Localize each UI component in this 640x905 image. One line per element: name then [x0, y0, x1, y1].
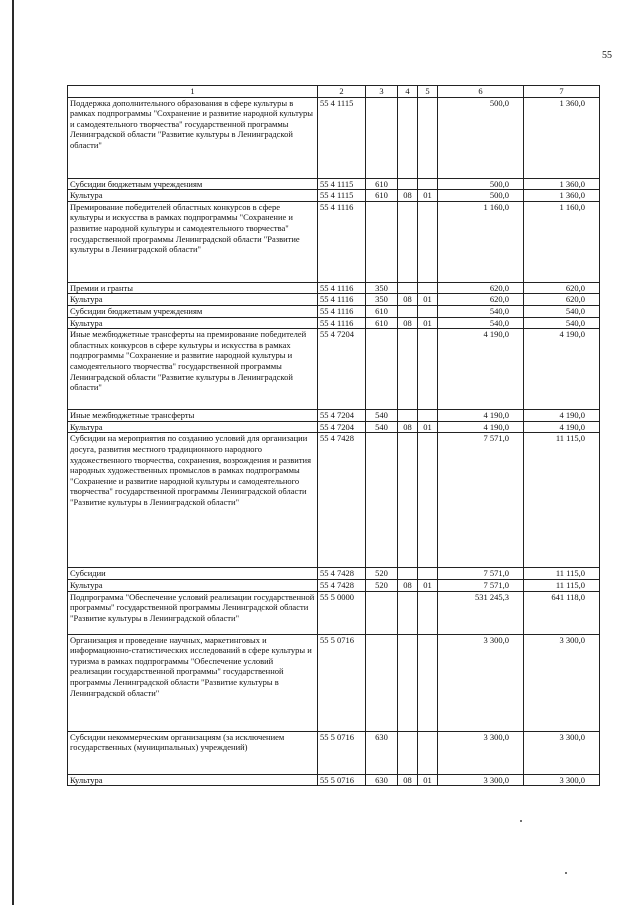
cell-pr	[418, 305, 438, 317]
cell-code: 55 4 7428	[318, 433, 366, 568]
cell-pr: 01	[418, 774, 438, 786]
cell-code: 55 4 1115	[318, 97, 366, 178]
cell-name: Культура	[68, 317, 318, 329]
cell-sum1: 1 160,0	[438, 201, 524, 282]
cell-sum2: 620,0	[524, 282, 600, 294]
cell-name: Премирование победителей областных конкурсов в сфере культуры и искусства в рамках подпрограммы "Сохранение и развитие народной культуры и самодеятельного творчества" государственной программы Ленинградской области "Развитие культуры в Ленинградской области"	[68, 201, 318, 282]
scan-left-edge	[12, 0, 14, 905]
cell-rz	[398, 97, 418, 178]
cell-sum1: 7 571,0	[438, 579, 524, 591]
table-row	[68, 317, 600, 329]
cell-vr: 630	[366, 731, 398, 774]
cell-vr: 610	[366, 178, 398, 190]
cell-code: 55 4 1115	[318, 178, 366, 190]
cell-rz: 08	[398, 579, 418, 591]
table-row	[68, 433, 600, 568]
cell-sum1: 4 190,0	[438, 410, 524, 422]
table-row	[68, 591, 600, 634]
cell-rz: 08	[398, 317, 418, 329]
cell-pr	[418, 97, 438, 178]
table-row	[68, 731, 600, 774]
cell-code: 55 4 1116	[318, 294, 366, 306]
cell-sum1: 7 571,0	[438, 568, 524, 580]
header-row	[68, 86, 600, 98]
table-row	[68, 421, 600, 433]
cell-pr	[418, 634, 438, 731]
cell-sum2: 641 118,0	[524, 591, 600, 634]
cell-sum2: 3 300,0	[524, 774, 600, 786]
cell-vr: 610	[366, 317, 398, 329]
cell-vr	[366, 634, 398, 731]
cell-code: 55 4 7204	[318, 421, 366, 433]
cell-pr	[418, 433, 438, 568]
cell-sum2: 4 190,0	[524, 410, 600, 422]
header-col-6: 6	[438, 86, 524, 98]
cell-sum1: 540,0	[438, 317, 524, 329]
cell-sum2: 1 360,0	[524, 178, 600, 190]
table-row	[68, 201, 600, 282]
cell-vr: 520	[366, 579, 398, 591]
cell-rz	[398, 305, 418, 317]
cell-name: Организация и проведение научных, маркетинговых и информационно-статистических исследований в сфере культуры и туризма в рамках подпрограммы "Обеспечение условий реализации государственной программы" государственной программы Ленинградской области "Развитие культуры в Ленинградской области"	[68, 634, 318, 731]
table-row	[68, 568, 600, 580]
budget-table	[67, 85, 600, 786]
cell-sum1: 4 190,0	[438, 421, 524, 433]
header-col-2: 2	[318, 86, 366, 98]
table-row	[68, 282, 600, 294]
table-row	[68, 579, 600, 591]
cell-vr	[366, 329, 398, 410]
cell-sum2: 620,0	[524, 294, 600, 306]
cell-code: 55 5 0000	[318, 591, 366, 634]
table-row	[68, 774, 600, 786]
cell-name: Культура	[68, 190, 318, 202]
cell-code: 55 4 7204	[318, 329, 366, 410]
cell-sum1: 500,0	[438, 190, 524, 202]
cell-pr: 01	[418, 579, 438, 591]
cell-name: Субсидии некоммерческим организациям (за исключением государственных (муниципальных) учреждений)	[68, 731, 318, 774]
table-row	[68, 178, 600, 190]
cell-rz	[398, 410, 418, 422]
cell-rz	[398, 731, 418, 774]
cell-vr: 350	[366, 282, 398, 294]
cell-rz	[398, 568, 418, 580]
cell-vr	[366, 591, 398, 634]
cell-vr: 610	[366, 305, 398, 317]
header-col-4: 4	[398, 86, 418, 98]
cell-sum2: 1 360,0	[524, 190, 600, 202]
cell-name: Субсидии	[68, 568, 318, 580]
cell-sum2: 11 115,0	[524, 568, 600, 580]
header-col-1: 1	[68, 86, 318, 98]
cell-sum2: 3 300,0	[524, 634, 600, 731]
cell-sum2: 1 160,0	[524, 201, 600, 282]
cell-rz	[398, 433, 418, 568]
cell-code: 55 5 0716	[318, 774, 366, 786]
cell-sum1: 540,0	[438, 305, 524, 317]
table-row	[68, 190, 600, 202]
cell-code: 55 4 1116	[318, 305, 366, 317]
cell-pr: 01	[418, 294, 438, 306]
cell-code: 55 4 7428	[318, 579, 366, 591]
cell-code: 55 5 0716	[318, 731, 366, 774]
cell-rz	[398, 634, 418, 731]
cell-vr: 630	[366, 774, 398, 786]
cell-name: Поддержка дополнительного образования в сфере культуры в рамках подпрограммы "Сохранение и развитие народной культуры и самодеятельного творчества" государственной программы Ленинградской области "Развитие культуры в Ленинградской области"	[68, 97, 318, 178]
cell-vr: 540	[366, 421, 398, 433]
cell-vr: 540	[366, 410, 398, 422]
cell-sum1: 3 300,0	[438, 634, 524, 731]
cell-sum1: 500,0	[438, 97, 524, 178]
cell-pr	[418, 178, 438, 190]
cell-vr	[366, 97, 398, 178]
cell-name: Культура	[68, 579, 318, 591]
cell-code: 55 5 0716	[318, 634, 366, 731]
cell-rz: 08	[398, 190, 418, 202]
cell-name: Субсидии бюджетным учреждениям	[68, 305, 318, 317]
cell-pr	[418, 282, 438, 294]
cell-sum1: 531 245,3	[438, 591, 524, 634]
cell-sum2: 11 115,0	[524, 433, 600, 568]
cell-sum1: 500,0	[438, 178, 524, 190]
header-col-7: 7	[524, 86, 600, 98]
cell-pr	[418, 591, 438, 634]
cell-name: Иные межбюджетные трансферты	[68, 410, 318, 422]
cell-sum1: 3 300,0	[438, 774, 524, 786]
table-row	[68, 634, 600, 731]
cell-pr: 01	[418, 317, 438, 329]
table-row	[68, 97, 600, 178]
cell-name: Иные межбюджетные трансферты на премирование победителей областных конкурсов в сфере культуры и искусства в рамках подпрограммы "Сохранение и развитие народной культуры и самодеятельного творчества" государственной программы Ленинградской области "Развитие культуры в Ленинградской области"	[68, 329, 318, 410]
scan-speck	[565, 872, 567, 874]
cell-name: Культура	[68, 421, 318, 433]
cell-sum1: 620,0	[438, 294, 524, 306]
cell-sum1: 620,0	[438, 282, 524, 294]
cell-rz	[398, 178, 418, 190]
cell-rz: 08	[398, 294, 418, 306]
cell-rz	[398, 591, 418, 634]
cell-sum1: 4 190,0	[438, 329, 524, 410]
cell-pr	[418, 201, 438, 282]
cell-vr: 610	[366, 190, 398, 202]
cell-pr	[418, 568, 438, 580]
table-row	[68, 329, 600, 410]
cell-code: 55 4 1116	[318, 201, 366, 282]
cell-vr	[366, 433, 398, 568]
cell-sum2: 3 300,0	[524, 731, 600, 774]
cell-code: 55 4 7204	[318, 410, 366, 422]
cell-rz	[398, 329, 418, 410]
cell-name: Культура	[68, 294, 318, 306]
cell-code: 55 4 7428	[318, 568, 366, 580]
cell-rz	[398, 201, 418, 282]
cell-sum1: 7 571,0	[438, 433, 524, 568]
table-row	[68, 294, 600, 306]
cell-pr: 01	[418, 190, 438, 202]
cell-name: Культура	[68, 774, 318, 786]
cell-vr	[366, 201, 398, 282]
cell-sum2: 4 190,0	[524, 329, 600, 410]
header-col-5: 5	[418, 86, 438, 98]
cell-sum2: 540,0	[524, 317, 600, 329]
cell-sum2: 11 115,0	[524, 579, 600, 591]
cell-rz: 08	[398, 421, 418, 433]
cell-name: Субсидии на мероприятия по созданию условий для организации досуга, развития местного традиционного народного художественного творчества, сохранения, возрождения и развития народных художественных промыслов в рамках подпрограммы "Сохранение и развитие народной культуры и самодеятельного творчества" государственной программы Ленинградской области "Развитие культуры в Ленинградской области"	[68, 433, 318, 568]
cell-pr	[418, 329, 438, 410]
cell-vr: 350	[366, 294, 398, 306]
cell-name: Подпрограмма "Обеспечение условий реализации государственной программы" государственной программы Ленинградской области "Развитие культуры в Ленинградской области"	[68, 591, 318, 634]
table-body	[68, 97, 600, 786]
cell-rz	[398, 282, 418, 294]
cell-sum1: 3 300,0	[438, 731, 524, 774]
cell-sum2: 540,0	[524, 305, 600, 317]
cell-rz: 08	[398, 774, 418, 786]
table-row	[68, 410, 600, 422]
cell-pr: 01	[418, 421, 438, 433]
table-row	[68, 305, 600, 317]
scan-speck	[520, 820, 522, 822]
cell-pr	[418, 410, 438, 422]
cell-code: 55 4 1115	[318, 190, 366, 202]
cell-sum2: 4 190,0	[524, 421, 600, 433]
cell-name: Субсидии бюджетным учреждениям	[68, 178, 318, 190]
header-col-3: 3	[366, 86, 398, 98]
cell-code: 55 4 1116	[318, 282, 366, 294]
page-number: 55	[602, 50, 612, 61]
cell-vr: 520	[366, 568, 398, 580]
cell-pr	[418, 731, 438, 774]
cell-code: 55 4 1116	[318, 317, 366, 329]
cell-name: Премии и гранты	[68, 282, 318, 294]
cell-sum2: 1 360,0	[524, 97, 600, 178]
